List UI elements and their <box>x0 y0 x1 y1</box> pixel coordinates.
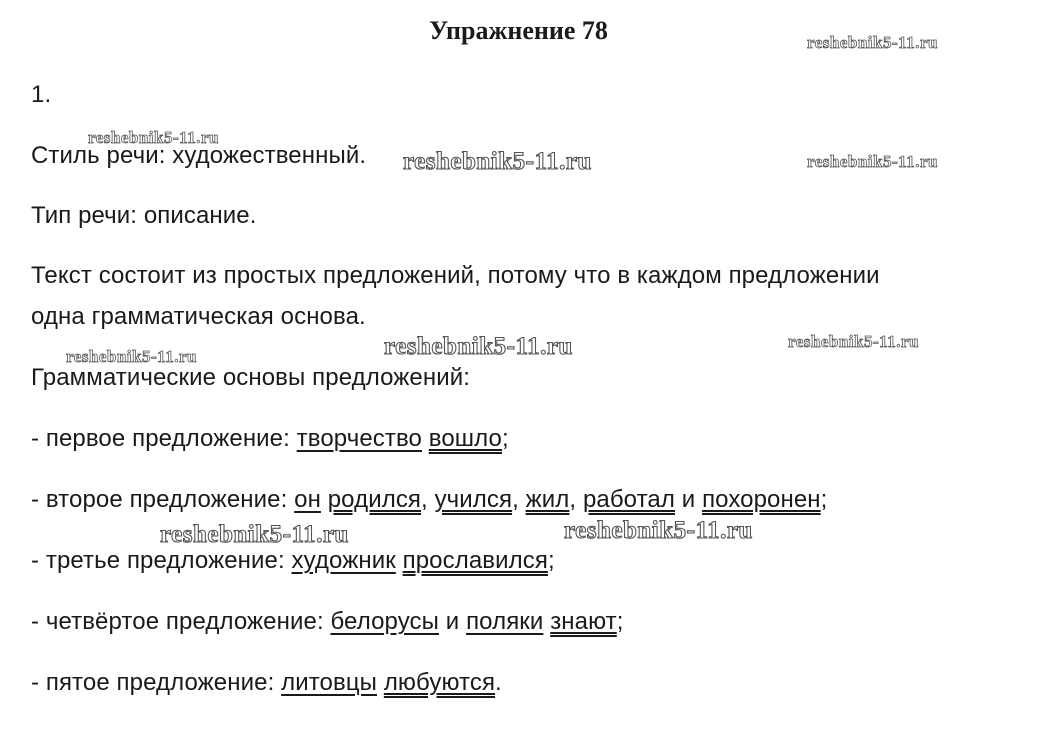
predicate-word: работал <box>582 486 675 513</box>
sentence-prefix: - третье предложение: <box>31 547 292 574</box>
watermark: reshebnik5-11.ru <box>807 33 938 52</box>
watermark: reshebnik5-11.ru <box>564 517 753 544</box>
watermark: reshebnik5-11.ru <box>66 347 197 366</box>
sentence-end: ; <box>547 547 555 574</box>
sentence-end: ; <box>501 425 509 452</box>
predicate-word: похоронен <box>702 486 821 513</box>
sentence-3-line <box>31 546 555 576</box>
sentence-4-line <box>31 607 624 637</box>
watermark: reshebnik5-11.ru <box>160 521 349 548</box>
sentence-prefix: - второе предложение: <box>31 486 295 513</box>
speech-style-line: Стиль речи: художественный. <box>31 142 367 169</box>
watermark: reshebnik5-11.ru <box>384 333 573 360</box>
predicate-word: прославился <box>402 547 548 574</box>
watermark: reshebnik5-11.ru <box>788 332 919 351</box>
predicate-word: родился <box>327 486 422 513</box>
subject-word: литовцы <box>281 669 378 696</box>
sentence-end: ; <box>820 486 828 513</box>
sentence-prefix: - четвёртое предложение: <box>31 608 331 635</box>
subject-word: он <box>294 486 321 513</box>
item-number: 1. <box>31 81 52 108</box>
subject-word: художник <box>291 547 396 574</box>
bases-heading: Грамматические основы предложений: <box>31 364 471 391</box>
predicate-word: вошло <box>428 425 502 452</box>
sentence-end: . <box>495 669 502 696</box>
sentence-end: ; <box>616 608 624 635</box>
predicate-word: жил <box>525 486 570 513</box>
watermark: reshebnik5-11.ru <box>88 128 219 147</box>
conjunction: и <box>445 608 460 635</box>
sentence-2-line: - второе предложение: он родился, учился, жил, работал и похоронен; <box>31 486 828 513</box>
subject-word: белорусы <box>330 608 439 635</box>
sentence-5-line <box>31 668 502 698</box>
sentence-prefix: - первое предложение: <box>31 425 297 452</box>
watermark: reshebnik5-11.ru <box>403 148 592 175</box>
sentence-prefix: - пятое предложение: <box>31 669 282 696</box>
conjunction: и <box>681 486 696 513</box>
exercise-title: Упражнение 78 <box>429 16 608 45</box>
watermark: reshebnik5-11.ru <box>807 152 938 171</box>
predicate-word: учился <box>434 486 513 513</box>
speech-type-line: Тип речи: описание. <box>31 202 257 229</box>
text-description-line-2: одна грамматическая основа. <box>31 303 366 330</box>
predicate-word: знают <box>550 608 617 635</box>
subject-word: творчество <box>296 425 422 452</box>
sentence-1-line <box>31 424 509 454</box>
subject-word: поляки <box>466 608 544 635</box>
text-description-line-1: Текст состоит из простых предложений, потому что в каждом предложении <box>31 262 880 289</box>
predicate-word: любуются <box>383 669 496 696</box>
